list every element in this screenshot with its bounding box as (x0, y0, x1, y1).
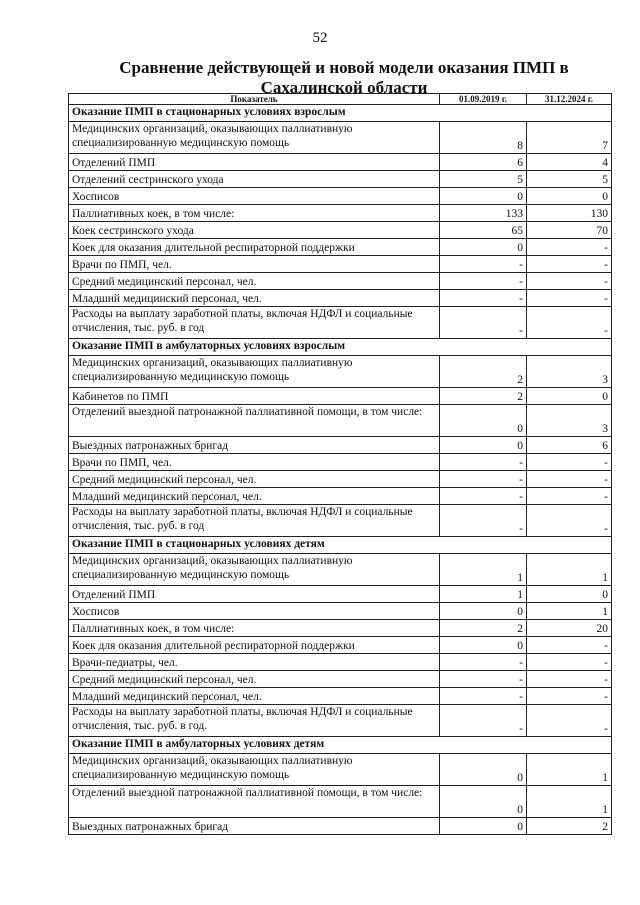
indicator-cell: Врачи по ПМП, чел. (69, 256, 440, 273)
indicator-cell: Коек для оказания длительной респираторной поддержки (69, 239, 440, 256)
indicator-cell: Врачи-педиатры, чел. (69, 654, 440, 671)
table-row (69, 437, 612, 454)
value-2024-cell: 1 (527, 554, 612, 586)
value-2019-cell: 0 (440, 786, 527, 818)
table-row (69, 654, 612, 671)
value-2019-cell: - (440, 454, 527, 471)
value-2019-cell: 0 (440, 637, 527, 654)
value-2024-cell: 1 (527, 786, 612, 818)
table-row (69, 222, 612, 239)
section-header-row (69, 339, 612, 356)
value-2019-cell: - (440, 307, 527, 339)
value-2024-cell: - (527, 454, 612, 471)
value-2019-cell: - (440, 505, 527, 537)
comparison-table (68, 93, 612, 835)
indicator-cell: Паллиативных коек, в том числе: (69, 205, 440, 222)
value-2024-cell: 0 (527, 388, 612, 405)
table-row (69, 554, 612, 586)
value-2019-cell: 0 (440, 405, 527, 437)
indicator-cell: Коек сестринского ухода (69, 222, 440, 239)
indicator-cell: Средний медицинский персонал, чел. (69, 671, 440, 688)
value-2019-cell: 0 (440, 603, 527, 620)
section-title: Оказание ПМП в стационарных условиях детям (69, 537, 612, 554)
value-2019-cell: 5 (440, 171, 527, 188)
value-2024-cell: - (527, 239, 612, 256)
table-row (69, 356, 612, 388)
table-row (69, 637, 612, 654)
value-2024-cell: - (527, 256, 612, 273)
value-2024-cell: 20 (527, 620, 612, 637)
value-2019-cell: 2 (440, 388, 527, 405)
table-row (69, 454, 612, 471)
value-2024-cell: - (527, 688, 612, 705)
indicator-cell: Хосписов (69, 188, 440, 205)
indicator-cell: Хосписов (69, 603, 440, 620)
indicator-cell: Расходы на выплату заработной платы, включая НДФЛ и социальные отчисления, тыс. руб. в год (69, 307, 440, 339)
table-row (69, 786, 612, 818)
table-row (69, 307, 612, 339)
indicator-cell: Выездных патронажных бригад (69, 437, 440, 454)
value-2024-cell: 0 (527, 586, 612, 603)
indicator-cell: Отделений ПМП (69, 154, 440, 171)
indicator-cell: Медицинских организаций, оказывающих паллиативную специализированную медицинскую помощь (69, 754, 440, 786)
table-row (69, 154, 612, 171)
value-2024-cell: 3 (527, 405, 612, 437)
indicator-cell: Отделений выездной патронажной паллиативной помощи, в том числе: (69, 405, 440, 437)
value-2019-cell: 0 (440, 754, 527, 786)
indicator-cell: Младший медицинский персонал, чел. (69, 488, 440, 505)
indicator-cell: Паллиативных коек, в том числе: (69, 620, 440, 637)
indicator-cell: Выездных патронажных бригад (69, 818, 440, 835)
value-2019-cell: 1 (440, 554, 527, 586)
section-title: Оказание ПМП в амбулаторных условиях взрослым (69, 339, 612, 356)
indicator-cell: Медицинских организаций, оказывающих паллиативную специализированную медицинскую помощь (69, 122, 440, 154)
value-2024-cell: - (527, 488, 612, 505)
value-2019-cell: 133 (440, 205, 527, 222)
value-2019-cell: 0 (440, 437, 527, 454)
table-row (69, 388, 612, 405)
value-2024-cell: - (527, 290, 612, 307)
value-2024-cell: - (527, 307, 612, 339)
indicator-cell: Младший медицинский персонал, чел. (69, 688, 440, 705)
value-2024-cell: 6 (527, 437, 612, 454)
value-2024-cell: - (527, 273, 612, 290)
value-2024-cell: 4 (527, 154, 612, 171)
table-row (69, 671, 612, 688)
value-2019-cell: - (440, 705, 527, 737)
page-number: 52 (312, 30, 328, 46)
indicator-cell: Врачи по ПМП, чел. (69, 454, 440, 471)
table-row (69, 405, 612, 437)
table-row (69, 688, 612, 705)
header-indicator: Показатель (69, 94, 440, 105)
value-2019-cell: 6 (440, 154, 527, 171)
table-row (69, 273, 612, 290)
indicator-cell: Младший медицинский персонал, чел. (69, 290, 440, 307)
table-row (69, 488, 612, 505)
indicator-cell: Отделений выездной патронажной паллиативной помощи, в том числе: (69, 786, 440, 818)
indicator-cell: Коек для оказания длительной респираторной поддержки (69, 637, 440, 654)
indicator-cell: Расходы на выплату заработной платы, включая НДФЛ и социальные отчисления, тыс. руб. в год (69, 505, 440, 537)
table-row (69, 754, 612, 786)
table-row (69, 188, 612, 205)
table-row (69, 471, 612, 488)
value-2024-cell: 70 (527, 222, 612, 239)
indicator-cell: Отделений сестринского ухода (69, 171, 440, 188)
value-2019-cell: - (440, 654, 527, 671)
table-row (69, 818, 612, 835)
table-row (69, 586, 612, 603)
value-2019-cell: 2 (440, 356, 527, 388)
table-row (69, 603, 612, 620)
indicator-cell: Средний медицинский персонал, чел. (69, 273, 440, 290)
table-body (69, 105, 612, 835)
table-row (69, 239, 612, 256)
section-title: Оказание ПМП в стационарных условиях взрослым (69, 105, 612, 122)
indicator-cell: Медицинских организаций, оказывающих паллиативную специализированную медицинскую помощь (69, 554, 440, 586)
header-date-2024: 31.12.2024 г. (527, 94, 612, 105)
value-2019-cell: 0 (440, 818, 527, 835)
table-row (69, 290, 612, 307)
value-2024-cell: 0 (527, 188, 612, 205)
document-title: Сравнение действующей и новой модели оказания ПМП в Сахалинской области (119, 58, 569, 97)
section-title: Оказание ПМП в амбулаторных условиях детям (69, 737, 612, 754)
value-2019-cell: 0 (440, 239, 527, 256)
table-row (69, 122, 612, 154)
value-2019-cell: - (440, 273, 527, 290)
value-2024-cell: - (527, 705, 612, 737)
value-2019-cell: 8 (440, 122, 527, 154)
value-2019-cell: 1 (440, 586, 527, 603)
indicator-cell: Кабинетов по ПМП (69, 388, 440, 405)
value-2019-cell: - (440, 671, 527, 688)
value-2024-cell: 1 (527, 754, 612, 786)
header-date-2019: 01.09.2019 г. (440, 94, 527, 105)
section-header-row (69, 105, 612, 122)
table-row (69, 705, 612, 737)
value-2024-cell: - (527, 671, 612, 688)
value-2019-cell: 65 (440, 222, 527, 239)
indicator-cell: Медицинских организаций, оказывающих паллиативную специализированную медицинскую помощь (69, 356, 440, 388)
value-2019-cell: 0 (440, 188, 527, 205)
table-row (69, 505, 612, 537)
value-2024-cell: 130 (527, 205, 612, 222)
value-2019-cell: - (440, 471, 527, 488)
table-row (69, 171, 612, 188)
value-2024-cell: 5 (527, 171, 612, 188)
value-2024-cell: 2 (527, 818, 612, 835)
indicator-cell: Средний медицинский персонал, чел. (69, 471, 440, 488)
table-header-row (69, 94, 612, 105)
section-header-row (69, 537, 612, 554)
value-2019-cell: - (440, 688, 527, 705)
table-row (69, 205, 612, 222)
indicator-cell: Расходы на выплату заработной платы, включая НДФЛ и социальные отчисления, тыс. руб. в год. (69, 705, 440, 737)
value-2024-cell: - (527, 637, 612, 654)
table-row (69, 620, 612, 637)
value-2019-cell: 2 (440, 620, 527, 637)
value-2024-cell: - (527, 654, 612, 671)
value-2024-cell: - (527, 471, 612, 488)
value-2019-cell: - (440, 488, 527, 505)
value-2019-cell: - (440, 290, 527, 307)
value-2024-cell: 3 (527, 356, 612, 388)
value-2024-cell: - (527, 505, 612, 537)
table-row (69, 256, 612, 273)
value-2019-cell: - (440, 256, 527, 273)
value-2024-cell: 7 (527, 122, 612, 154)
section-header-row (69, 737, 612, 754)
value-2024-cell: 1 (527, 603, 612, 620)
indicator-cell: Отделений ПМП (69, 586, 440, 603)
